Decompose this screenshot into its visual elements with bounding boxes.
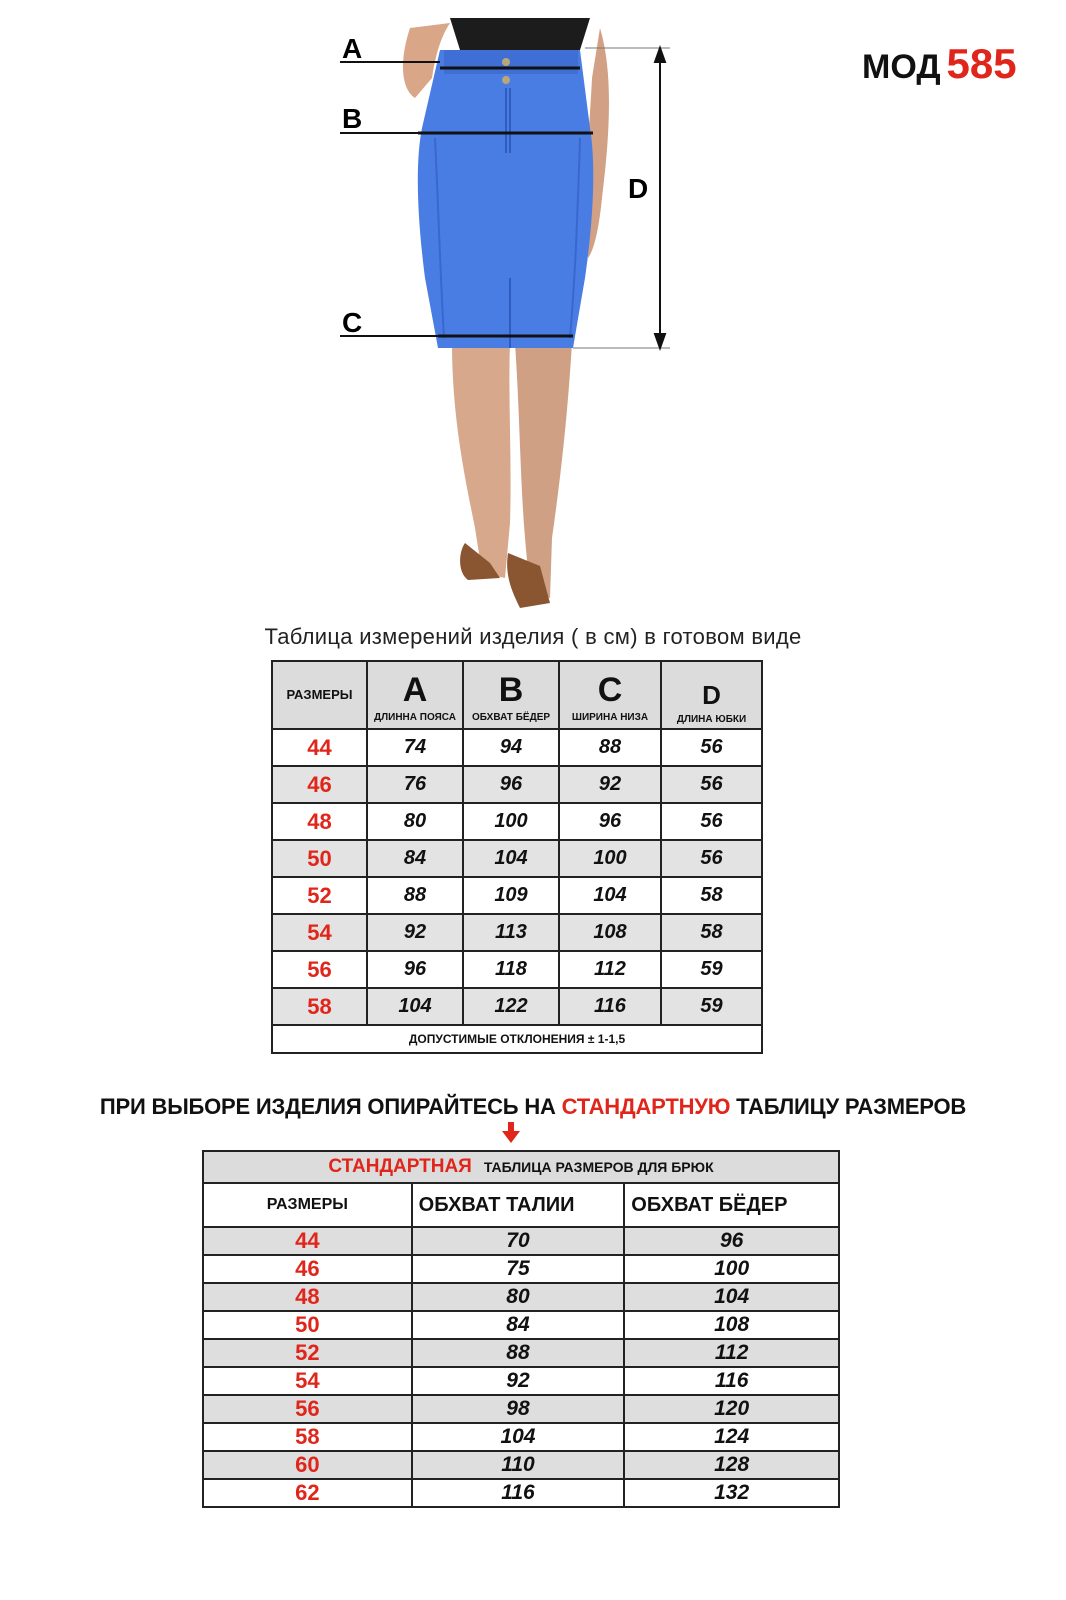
header-b-letter: B	[498, 670, 524, 709]
table-row	[272, 877, 762, 914]
a-cell: 76	[367, 766, 463, 803]
b-cell: 94	[463, 729, 559, 766]
standard-header-row	[203, 1183, 839, 1227]
table-row	[203, 1451, 839, 1479]
c-cell: 92	[559, 766, 661, 803]
table-row	[272, 803, 762, 840]
waist-cell: 98	[412, 1395, 625, 1423]
notice-part2: ТАБЛИЦУ РАЗМЕРОВ	[730, 1094, 967, 1119]
header-waist: ОБХВАТ ТАЛИИ	[412, 1183, 625, 1227]
b-cell: 113	[463, 914, 559, 951]
table-row	[272, 840, 762, 877]
standard-size-table	[202, 1150, 840, 1508]
waist-cell: 70	[412, 1227, 625, 1255]
d-cell: 59	[661, 988, 762, 1025]
b-cell: 122	[463, 988, 559, 1025]
label-a: A	[342, 33, 363, 64]
tolerance-row	[272, 1025, 762, 1053]
size-cell: 56	[272, 951, 367, 988]
table-row	[203, 1367, 839, 1395]
table-row	[203, 1311, 839, 1339]
d-cell: 58	[661, 914, 762, 951]
standard-title-rest: ТАБЛИЦА РАЗМЕРОВ ДЛЯ БРЮК	[483, 1159, 714, 1175]
a-cell: 80	[367, 803, 463, 840]
table-header-row	[272, 661, 762, 729]
size-cell: 54	[203, 1367, 412, 1395]
standard-title-red: СТАНДАРТНАЯ	[328, 1156, 472, 1177]
skirt-figure	[340, 18, 700, 623]
header-c	[559, 661, 661, 729]
measurements-caption: Таблица измерений изделия ( в см) в готовом виде	[264, 624, 802, 649]
d-cell: 58	[661, 877, 762, 914]
waist-cell: 84	[412, 1311, 625, 1339]
header-d-letter: D	[702, 679, 721, 710]
table-row	[272, 766, 762, 803]
table-row	[203, 1255, 839, 1283]
d-cell: 56	[661, 766, 762, 803]
label-b: B	[342, 103, 363, 134]
c-cell: 108	[559, 914, 661, 951]
header-hips: ОБХВАТ БЁДЕР	[624, 1183, 839, 1227]
size-cell: 50	[272, 840, 367, 877]
size-cell: 48	[203, 1283, 412, 1311]
c-cell: 116	[559, 988, 661, 1025]
header-c-sub: ШИРИНА НИЗА	[571, 711, 649, 723]
header-b-sub: ОБХВАТ БЁДЕР	[471, 711, 551, 723]
header-a-letter: A	[402, 670, 428, 709]
table-row	[272, 988, 762, 1025]
size-cell: 48	[272, 803, 367, 840]
header-b	[463, 661, 559, 729]
waist-cell: 110	[412, 1451, 625, 1479]
table-row	[203, 1479, 839, 1507]
size-cell: 52	[203, 1339, 412, 1367]
b-cell: 109	[463, 877, 559, 914]
b-cell: 104	[463, 840, 559, 877]
hips-cell: 120	[624, 1395, 839, 1423]
a-cell: 84	[367, 840, 463, 877]
a-cell: 92	[367, 914, 463, 951]
notice-highlight: СТАНДАРТНУЮ	[561, 1094, 731, 1119]
size-cell: 52	[272, 877, 367, 914]
left-leg	[452, 343, 511, 578]
size-cell: 46	[272, 766, 367, 803]
size-cell: 46	[203, 1255, 412, 1283]
size-notice	[0, 1094, 1066, 1120]
table-row	[203, 1423, 839, 1451]
table-row	[203, 1395, 839, 1423]
header-sizes-label: РАЗМЕРЫ	[286, 687, 353, 702]
header-d-sub: ДЛИНА ЮБКИ	[676, 713, 747, 725]
hips-cell: 104	[624, 1283, 839, 1311]
table-row	[203, 1283, 839, 1311]
label-c: C	[342, 307, 363, 338]
model-number	[862, 40, 1017, 88]
c-cell: 112	[559, 951, 661, 988]
standard-title	[203, 1151, 839, 1183]
b-cell: 100	[463, 803, 559, 840]
c-cell: 104	[559, 877, 661, 914]
d-cell: 59	[661, 951, 762, 988]
size-cell: 58	[272, 988, 367, 1025]
model-label: МОД	[862, 48, 941, 86]
header-a-sub: ДЛИННА ПОЯСА	[374, 711, 456, 723]
size-cell: 62	[203, 1479, 412, 1507]
table-row	[203, 1227, 839, 1255]
hips-cell: 96	[624, 1227, 839, 1255]
a-cell: 74	[367, 729, 463, 766]
size-cell: 60	[203, 1451, 412, 1479]
size-cell: 44	[203, 1227, 412, 1255]
a-cell: 88	[367, 877, 463, 914]
waist-cell: 80	[412, 1283, 625, 1311]
size-cell: 50	[203, 1311, 412, 1339]
a-cell: 96	[367, 951, 463, 988]
c-cell: 100	[559, 840, 661, 877]
waist-cell: 92	[412, 1367, 625, 1395]
measurements-table	[271, 660, 763, 1054]
hips-cell: 112	[624, 1339, 839, 1367]
waist-cell: 88	[412, 1339, 625, 1367]
b-cell: 118	[463, 951, 559, 988]
arrow-down-icon	[502, 1122, 520, 1144]
waistband	[444, 50, 578, 74]
hips-cell: 108	[624, 1311, 839, 1339]
a-cell: 104	[367, 988, 463, 1025]
header-a	[367, 661, 463, 729]
top-garment	[450, 18, 590, 50]
arrow-d-down	[655, 334, 665, 348]
hips-cell: 116	[624, 1367, 839, 1395]
arrow-d-up	[655, 48, 665, 62]
header-c-letter: C	[597, 670, 623, 709]
skirt-diagram	[340, 18, 700, 623]
header-sizes	[272, 661, 367, 729]
d-cell: 56	[661, 840, 762, 877]
size-cell: 54	[272, 914, 367, 951]
header-d	[661, 661, 762, 729]
c-cell: 96	[559, 803, 661, 840]
hips-cell: 124	[624, 1423, 839, 1451]
waist-cell: 75	[412, 1255, 625, 1283]
header-sizes: РАЗМЕРЫ	[203, 1183, 412, 1227]
waist-cell: 116	[412, 1479, 625, 1507]
table-row	[272, 914, 762, 951]
label-d: D	[628, 173, 649, 204]
tolerance-note: ДОПУСТИМЫЕ ОТКЛОНЕНИЯ ± 1-1,5	[272, 1025, 762, 1053]
size-cell: 58	[203, 1423, 412, 1451]
size-cell: 56	[203, 1395, 412, 1423]
table-row	[203, 1339, 839, 1367]
button-top	[502, 58, 510, 66]
notice-part1: ПРИ ВЫБОРЕ ИЗДЕЛИЯ ОПИРАЙТЕСЬ НА	[99, 1094, 562, 1119]
button-bottom	[502, 76, 510, 84]
d-cell: 56	[661, 729, 762, 766]
standard-title-row	[203, 1151, 839, 1183]
d-cell: 56	[661, 803, 762, 840]
size-cell: 44	[272, 729, 367, 766]
c-cell: 88	[559, 729, 661, 766]
hips-cell: 100	[624, 1255, 839, 1283]
table-row	[272, 951, 762, 988]
hips-cell: 128	[624, 1451, 839, 1479]
model-code: 585	[946, 40, 1017, 87]
waist-cell: 104	[412, 1423, 625, 1451]
table-row	[272, 729, 762, 766]
hips-cell: 132	[624, 1479, 839, 1507]
b-cell: 96	[463, 766, 559, 803]
